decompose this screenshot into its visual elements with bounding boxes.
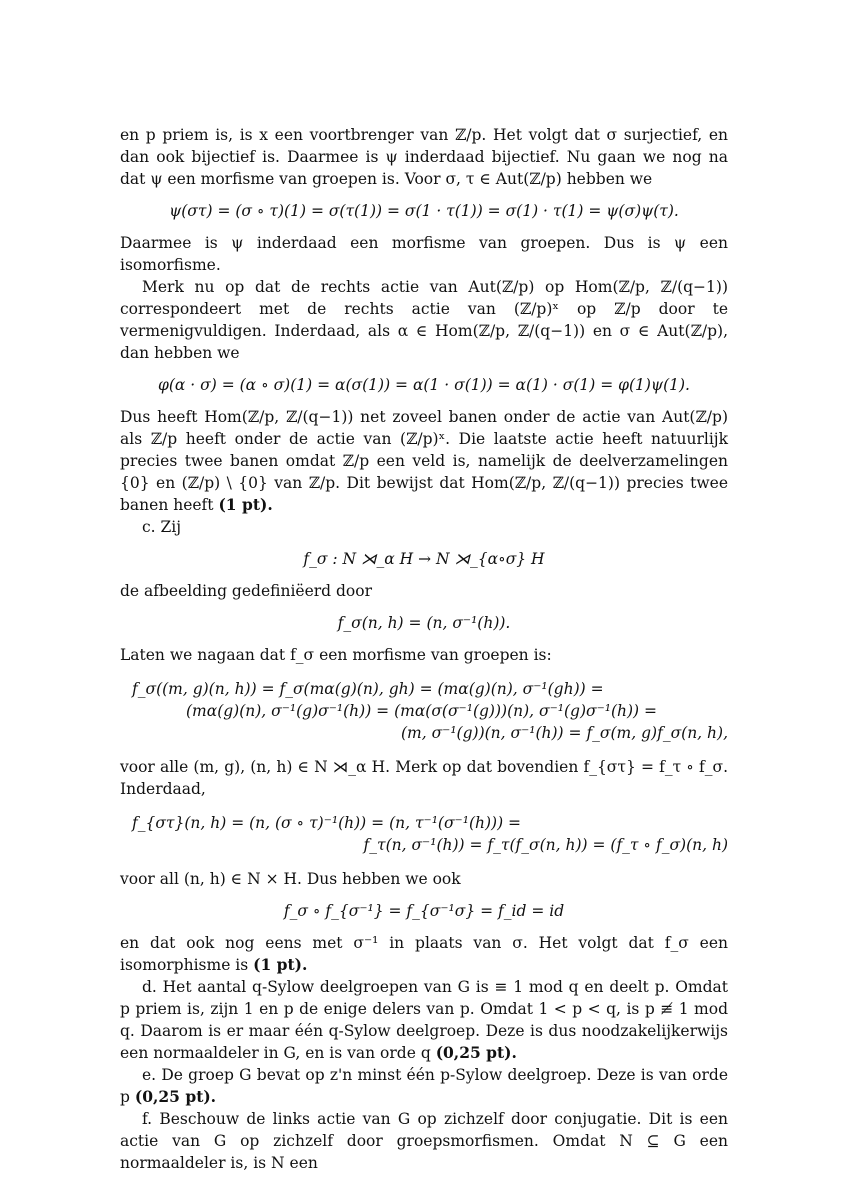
document-page bbox=[120, 124, 728, 1174]
equation-line: (m, σ⁻¹(g))(n, σ⁻¹(h)) = f_σ(m, g)f_σ(n, h), bbox=[400, 724, 728, 742]
equation-line: f_{στ}(n, h) = (n, (σ ∘ τ)⁻¹(h)) = (n, τ⁻¹(σ⁻¹(h))) = bbox=[132, 814, 522, 832]
equation-line: (mα(g)(n), σ⁻¹(g)σ⁻¹(h)) = (mα(σ(σ⁻¹(g)))(n), σ⁻¹(g)σ⁻¹(h)) = bbox=[186, 702, 658, 720]
equation: f_σ ∘ f_{σ⁻¹} = f_{σ⁻¹σ} = f_id = id bbox=[283, 902, 565, 920]
paragraph: f. Beschouw de links actie van G op zichzelf door conjugatie. Dit is een actie van G op zichzelf door groepsmorfismen. Omdat N ⊆ G een normaaldeler is, is N een bbox=[120, 1110, 728, 1172]
paragraph: Merk nu op dat de rechts actie van Aut(ℤ/p) op Hom(ℤ/p, ℤ/(q−1)) correspondeert met de rechts actie van (ℤ/p)ˣ op ℤ/p door te vermenigvuldigen. Inderdaad, als α ∈ Hom(ℤ/p, ℤ/(q−1)) en σ ∈ Aut(ℤ/p), dan hebben we bbox=[120, 278, 728, 362]
paragraph: voor alle (m, g), (n, h) ∈ N ⋊_α H. Merk op dat bovendien f_{στ} = f_τ ∘ f_σ. Inderdaad, bbox=[120, 758, 728, 798]
points-label: (0,25 pt). bbox=[435, 1043, 517, 1062]
part-c-label: c. Zij bbox=[142, 518, 182, 536]
points-label: (1 pt). bbox=[218, 495, 273, 514]
equation-line: f_τ(n, σ⁻¹(h)) = f_τ(f_σ(n, h)) = (f_τ ∘ f_σ)(n, h) bbox=[363, 836, 728, 854]
equation: f_σ : N ⋊_α H → N ⋊_{α∘σ} H bbox=[303, 550, 545, 568]
points-label: (0,25 pt). bbox=[134, 1087, 217, 1106]
paragraph bbox=[120, 976, 728, 1064]
equation-line: f_σ((m, g)(n, h)) = f_σ(mα(g)(n), gh) = (mα(g)(n), σ⁻¹(gh)) = bbox=[132, 680, 604, 698]
paragraph-text: Dus heeft Hom(ℤ/p, ℤ/(q−1)) net zoveel banen onder de actie van Aut(ℤ/p) als ℤ/p heeft onder de actie van (ℤ/p)ˣ. Die laatste actie heeft natuurlijk precies twee banen omdat ℤ/p een veld is, namelijk de deelverzamelingen {0} en (ℤ/p) \ {0} van ℤ/p. Dit bewijst dat Hom(ℤ/p, ℤ/(q−1)) precies twee banen heeft bbox=[120, 408, 728, 514]
paragraph-text: en dat ook nog eens met σ⁻¹ in plaats van σ. Het volgt dat f_σ een isomorphisme is bbox=[120, 934, 728, 974]
paragraph-text: e. De groep G bevat op z'n minst één p-Sylow deelgroep. Deze is van orde p bbox=[120, 1066, 728, 1106]
paragraph: Laten we nagaan dat f_σ een morfisme van groepen is: bbox=[120, 646, 552, 664]
equation: f_σ(n, h) = (n, σ⁻¹(h)). bbox=[337, 614, 511, 632]
paragraph: Daarmee is ψ inderdaad een morfisme van groepen. Dus is ψ een isomorfisme. bbox=[120, 234, 728, 274]
paragraph bbox=[120, 932, 728, 976]
equation: ψ(στ) = (σ ∘ τ)(1) = σ(τ(1)) = σ(1 · τ(1)) = σ(1) · τ(1) = ψ(σ)ψ(τ). bbox=[169, 202, 679, 220]
paragraph: voor all (n, h) ∈ N × H. Dus hebben we ook bbox=[120, 870, 461, 888]
paragraph: de afbeelding gedefiniëerd door bbox=[120, 582, 373, 600]
paragraph bbox=[120, 1064, 728, 1108]
equation: φ(α · σ) = (α ∘ σ)(1) = α(σ(1)) = α(1 · σ(1)) = α(1) · σ(1) = φ(1)ψ(1). bbox=[158, 376, 690, 394]
points-label: (1 pt). bbox=[253, 955, 308, 974]
paragraph bbox=[120, 406, 728, 516]
paragraph: en p priem is, is x een voortbrenger van ℤ/p. Het volgt dat σ surjectief, en dan ook bijectief is. Daarmee is ψ inderdaad bijectief. Nu gaan we nog na dat ψ een morfisme van groepen is. Voor σ, τ ∈ Aut(ℤ/p) hebben we bbox=[120, 126, 728, 188]
paragraph-text: d. Het aantal q-Sylow deelgroepen van G is ≡ 1 mod q en deelt p. Omdat p priem is, zijn 1 en p de enige delers van p. Omdat 1 < p < q, is p ≢ 1 mod q. Daarom is er maar één q-Sylow deelgroep. Deze is dus noodzakelijkerwijs een normaaldeler in G, en is van orde q bbox=[120, 978, 728, 1062]
